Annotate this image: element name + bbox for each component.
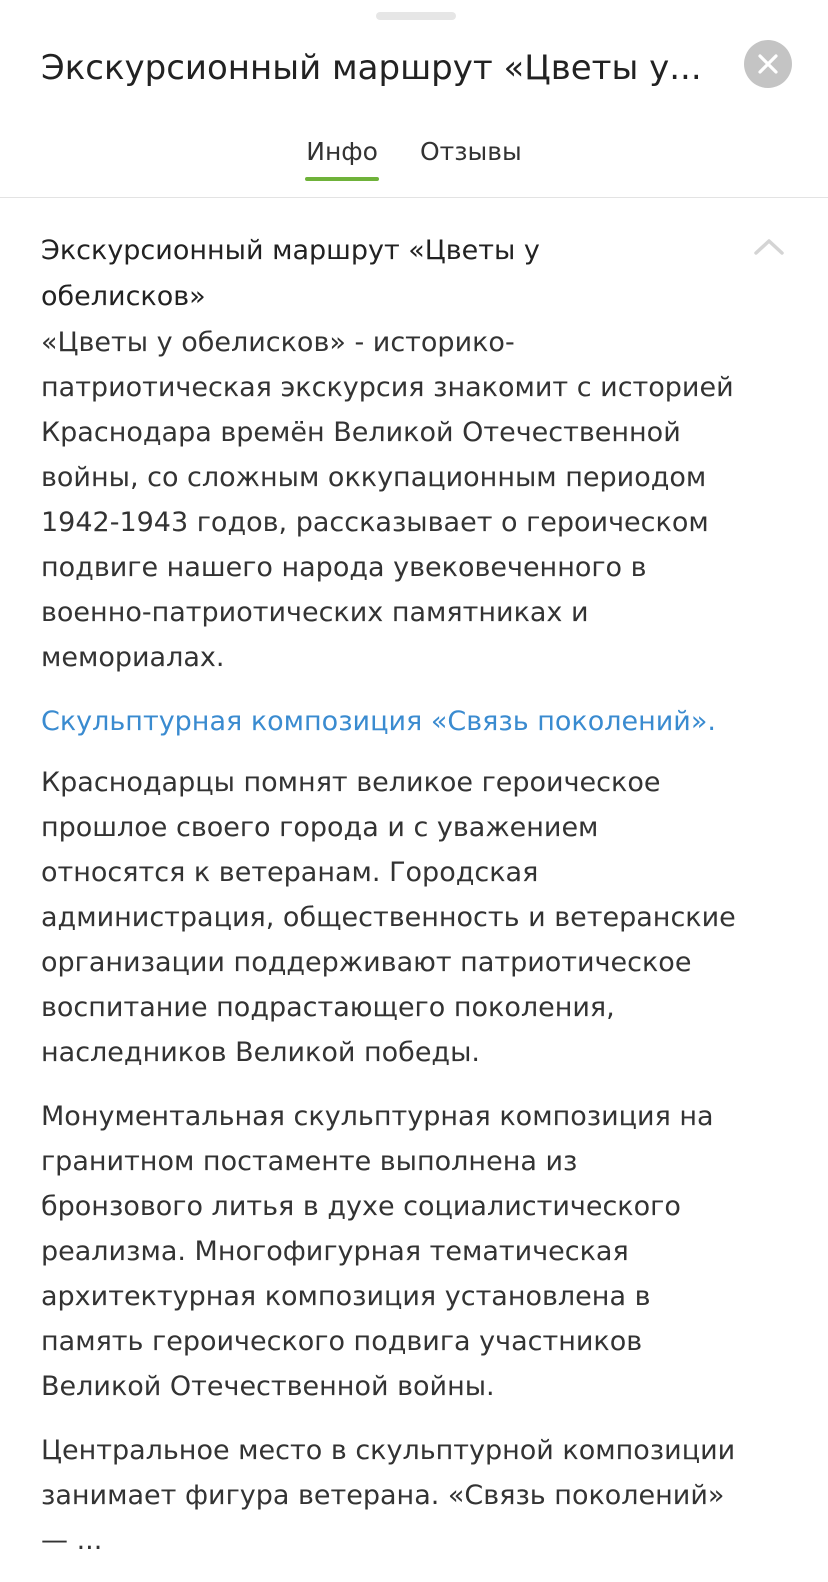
collapse-button[interactable] (752, 236, 792, 266)
drag-handle[interactable] (376, 12, 456, 20)
paragraph: Краснодарцы помнят великое героическое прошлое своего города и с уважением относятся к ветеранам. Городская администрация, общественность и ветеранские организации поддерживают патриотическое воспитание подрастающего поколения, наследников Великой победы. (41, 767, 736, 1068)
section-header[interactable] (41, 228, 788, 320)
close-button[interactable] (744, 40, 792, 88)
info-content (41, 228, 741, 1582)
paragraph: Центральное место в скульптурной композиции занимает фигура ветерана. «Связь поколений» — ... (41, 1435, 736, 1556)
section-title: Экскурсионный маршрут «Цветы у обелисков» (41, 235, 540, 312)
divider (0, 197, 828, 198)
close-icon (757, 53, 779, 75)
paragraph: Монументальная скульптурная композиция на гранитном постаменте выполнена из бронзового литья в духе социалистического реализма. Многофигурная тематическая архитектурная композиция установлена в память героического подвига участников Великой Отечественной войны. (41, 1101, 714, 1402)
page-title: Экскурсионный маршрут «Цветы у... (41, 48, 702, 88)
tab-bar (0, 128, 828, 184)
tab-reviews[interactable]: Отзывы (419, 137, 522, 166)
tab-info[interactable]: Инфо (305, 128, 379, 184)
chevron-up-icon (752, 236, 786, 258)
intro-paragraph: «Цветы у обелисков» - историко-патриотическая экскурсия знакомит с историей Краснодара времён Великой Отечественной войны, со сложным оккупационным периодом 1942-1943 годов, рассказывает о героическом подвиге нашего народа увековеченного в военно-патриотических памятниках и мемориалах. (41, 327, 734, 673)
sculpture-link[interactable]: Скульптурная композиция «Связь поколений». (41, 706, 716, 737)
